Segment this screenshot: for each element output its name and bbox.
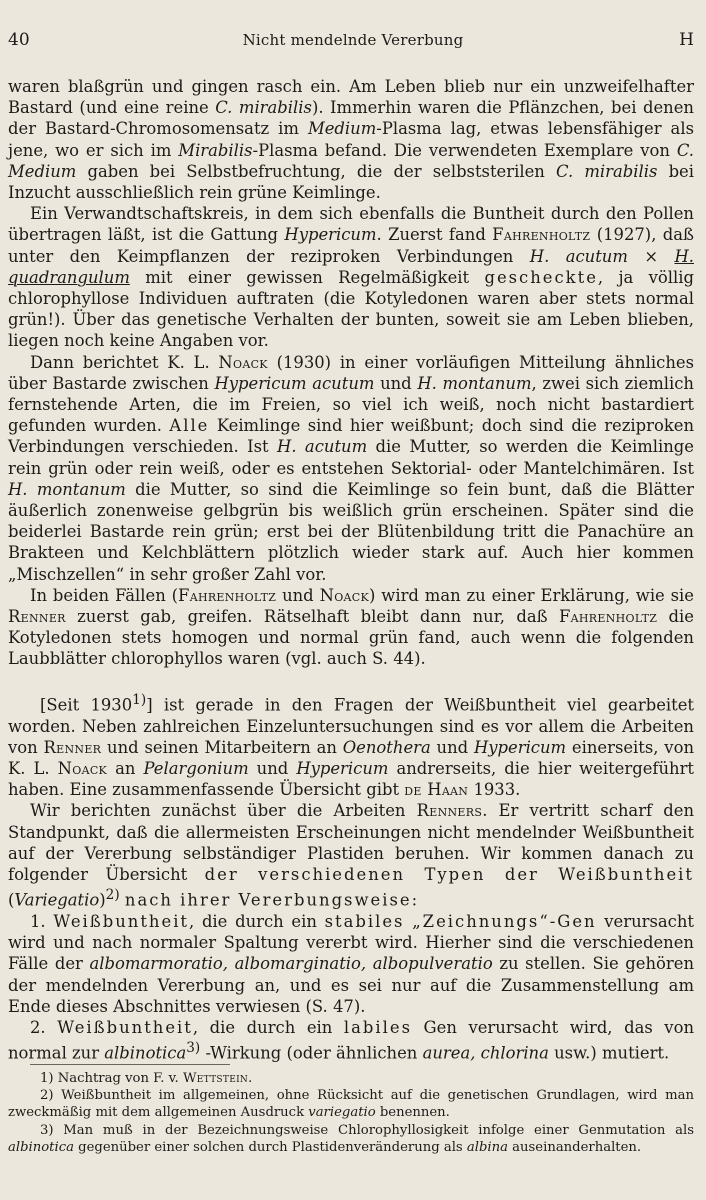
running-title: Nicht mendelnde Vererbung bbox=[242, 31, 464, 49]
main-text-section-2 bbox=[8, 690, 694, 1064]
footnotes bbox=[8, 1070, 694, 1156]
footnote-divider bbox=[30, 1064, 230, 1065]
paragraph-hypericum: Ein Verwandtschaftskreis, in dem sich ebenfalls die Buntheit durch den Pollen übertragen läßt, ist die Gattung Hypericum. Zuerst fand Fahrenholtz (1927), daß unter den Keimpflanzen der reziproken Verbindungen H. acutum × H. quadrangulum mit einer gewissen Regelmäßigkeit gescheckte, ja völlig chlorophyllose Individuen auftraten (die Kotyledonen waren aber stets normal grün!). Über das genetische Verhalten der bunten, soweit sie am Leben blieben, liegen noch keine Angaben vor. bbox=[8, 204, 694, 351]
paragraph-since-1930: [Seit 1930$^{1)}$] ist gerade in den Fragen der Weißbuntheit viel gearbeitet worden. Neben zahlreichen Einzeluntersuchungen sind es vor allem die Arbeiten von Renner und seinen Mitarbeitern an Oenothera und Hypericum einerseits, von K. L. Noack an Pelargonium und Hypericum andrerseits, die hier weitergeführt haben. Eine zusammenfassende Übersicht gibt de Haan 1933. bbox=[8, 692, 695, 800]
footnote-1: 1) Nachtrag von F. v. Wettstein. bbox=[40, 1071, 253, 1086]
list-item-2: 2. Weißbuntheit, die durch ein labiles Gen verursacht wird, das von normal zur albinotica$^{3)}$ -Wirkung (oder ähnlichen aurea, chlorina usw.) mutiert. bbox=[8, 1017, 694, 1063]
section-letter: H bbox=[679, 30, 694, 50]
main-text-section-1 bbox=[8, 76, 694, 670]
paragraph-continuation: waren blaßgrün und gingen rasch ein. Am Leben blieb nur ein unzweifelhafter Bastard (und eine reine C. mirabilis). Immerhin waren die Pflänzchen, bei denen der Bastard-Chromosomensatz im Medium-Plasma lag, etwas lebensfähiger als jene, wo er sich im Mirabilis-Plasma befand. Die verwendeten Exemplare von C. Medium gaben bei Selbstbefruchtung, die der selbststerilen C. mirabilis bei Inzucht ausschließlich rein grüne Keimlinge. bbox=[8, 77, 694, 203]
footnote-2: 2) Weißbuntheit im allgemeinen, ohne Rücksicht auf die genetischen Grundlagen, wird man zweckmäßig mit dem allgemeinen Ausdruck variegatio benennen. bbox=[8, 1088, 694, 1121]
paragraph-renner: Wir berichten zunächst über die Arbeiten Renners. Er vertritt scharf den Standpunkt, daß die allermeisten Erscheinungen nicht mendelnder Weißbuntheit auf der Vererbung selbständiger Plastiden beruhen. Wir kommen danach zu folgender Übersicht der verschiedenen Typen der Weißbuntheit (Variegatio)$^{2)}$ nach ihrer Vererbungsweise: bbox=[8, 801, 694, 910]
page-number: 40 bbox=[8, 30, 30, 50]
paragraph-explanation: In beiden Fällen (Fahrenholtz und Noack) wird man zu einer Erklärung, wie sie Renner zuerst gab, greifen. Rätselhaft bleibt dann nur, daß Fahrenholtz die Kotyledonen stets homogen und normal grün fand, auch wenn die folgenden Laubblätter chlorophyllos waren (vgl. auch S. 44). bbox=[8, 585, 694, 669]
footnote-3: 3) Man muß in der Bezeichnungsweise Chlorophyllosigkeit infolge einer Genmutation als albinotica gegenüber einer solchen durch Plastidenveränderung als albina auseinanderhalten. bbox=[8, 1122, 694, 1155]
paragraph-noack: Dann berichtet K. L. Noack (1930) in einer vorläufigen Mitteilung ähnliches über Bastarde zwischen Hypericum acutum und H. montanum, zwei sich ziemlich fernstehende Arten, die im Freien, so viel ich weiß, noch nicht bastardiert gefunden wurden. Alle Keimlinge sind hier weißbunt; doch sind die reziproken Verbindungen verschieden. Ist H. acutum die Mutter, so werden die Keimlinge rein grün oder rein weiß, oder es entstehen Sektorial- oder Mantelchimären. Ist H. montanum die Mutter, so sind die Keimlinge so fein bunt, daß die Blätter äußerlich zonenweise gelbgrün bis weißlich grün erscheinen. Später sind die beiderlei Bastarde rein grün; erst bei der Blütenbildung tritt die Panachüre an Brakteen und Kelchblättern plötzlich wieder stark auf. Auch hier kommen „Mischzellen“ in sehr großer Zahl vor. bbox=[8, 352, 695, 584]
footnote-ref-3: 3) bbox=[186, 1040, 201, 1057]
list-item-1: 1. Weißbuntheit, die durch ein stabiles „Zeichnungs“-Gen verursacht wird und nach normaler Spaltung vererbt wird. Hierher sind die verschiedenen Fälle der albomarmoratio, albomarginatio, albopulveratio zu stellen. Sie gehören der mendelnden Vererbung an, und es sei nur auf die Zusammenstellung am Ende dieses Abschnittes verwiesen (S. 47). bbox=[8, 911, 694, 1016]
page-header bbox=[0, 30, 706, 56]
footnote-ref-2: 2) bbox=[105, 887, 120, 904]
footnote-ref-1: 1) bbox=[132, 692, 147, 708]
